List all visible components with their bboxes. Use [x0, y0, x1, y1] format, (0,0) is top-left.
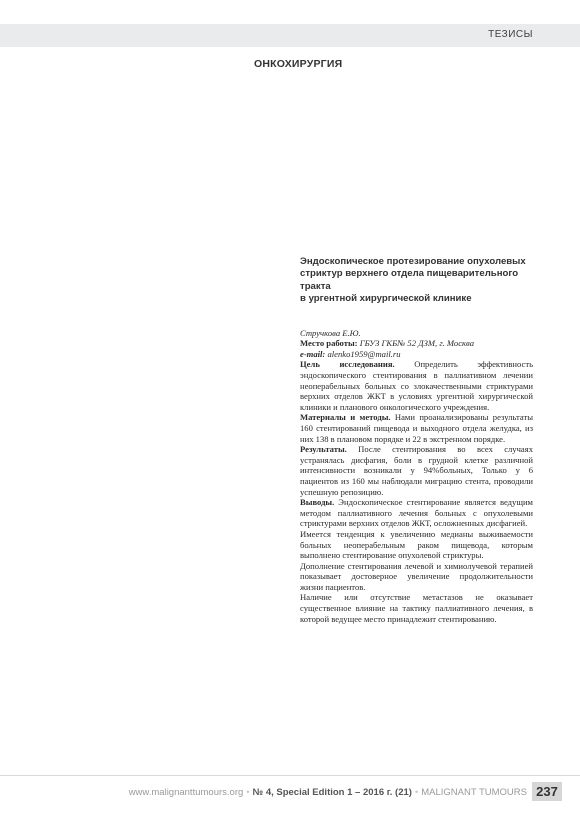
results-text: После стентирования во всех случаях устранялась дисфагия, боли в грудной клетке различной интенсивности возникали у 94%больных, Только у 6 пациентов из 160 мы наблюдали миграцию стента, проводили успешную репозицию. [300, 444, 533, 497]
email-line [300, 349, 533, 360]
workplace-value: ГБУЗ ГКБ№ 52 ДЗМ, г. Москва [359, 338, 474, 349]
conclusions-label: Выводы. [300, 497, 335, 508]
page-number: 237 [532, 782, 562, 801]
aim-text: Определить эффективность эндоскопического стентирования в паллиативном лечении неоперабельных больных со злокачественными стриктурами верхних отделов ЖКТ в условиях ургентной хирургической клиники и планового онкологического учреждения. [300, 359, 533, 412]
article-title [300, 256, 533, 306]
conclusions-paragraph [300, 497, 533, 529]
footer-journal: MALIGNANT TUMOURS [421, 787, 527, 798]
footer-issue: № 4, Special Edition 1 – 2016 г. (21) [252, 787, 412, 798]
aim-label: Цель исследования. [300, 359, 395, 370]
section-title: ОНКОХИРУРГИЯ [254, 58, 343, 70]
methods-label: Материалы и методы. [300, 412, 391, 423]
workplace-line [300, 338, 533, 349]
metastases-paragraph: Наличие или отсутствие метастазов не оказывает существенное влияние на тактику паллиативного лечения, в которой ведущее место принадлежит стентированию. [300, 592, 533, 624]
aim-paragraph [300, 359, 533, 412]
methods-paragraph [300, 412, 533, 444]
section-header-label: ТЕЗИСЫ [488, 29, 533, 40]
footer-separator: • [414, 787, 419, 798]
article-title-line: стриктур верхнего отдела пищеварительного тракта [300, 268, 519, 292]
results-label: Результаты. [300, 444, 347, 455]
email-label: e-mail: [300, 348, 326, 359]
email-value[interactable]: alenko1959@mail.ru [327, 348, 401, 359]
footer [129, 787, 527, 798]
footer-separator: • [246, 787, 250, 798]
author: Стручкова Е.Ю. [300, 327, 361, 338]
article-title-line: в ургентной хирургической клинике [300, 293, 472, 305]
footer-divider [0, 775, 580, 776]
conclusions-text: Эндоскопическое стентирование является ведущим методом паллиативного лечения больных с опухолевыми стриктурами верхних отделов ЖКТ, осложненных дисфагией. [300, 497, 533, 529]
header-bar [0, 24, 580, 47]
addition-paragraph: Дополнение стентирования лечевой и химиолучевой терапией показывает достоверное увеличение продолжительности жизни пациентов. [300, 560, 533, 592]
footer-site-link[interactable]: www.malignanttumours.org [128, 787, 244, 798]
median-paragraph: Имеется тенденция к увеличению медианы выживаемости больных неоперабельным раком пищевода, которым выполнено стентирование опухолевой стриктуры. [300, 528, 533, 561]
article-title-line: Эндоскопическое протезирование опухолевых [300, 256, 526, 267]
methods-text: Нами проанализированы результаты 160 стентирований пищевода и выходного отдела желудка, из них 138 в плановом порядке и 22 в экстренном порядке. [300, 412, 533, 444]
workplace-label: Место работы: [300, 338, 358, 349]
abstract-column [300, 256, 533, 624]
results-paragraph [300, 444, 533, 497]
